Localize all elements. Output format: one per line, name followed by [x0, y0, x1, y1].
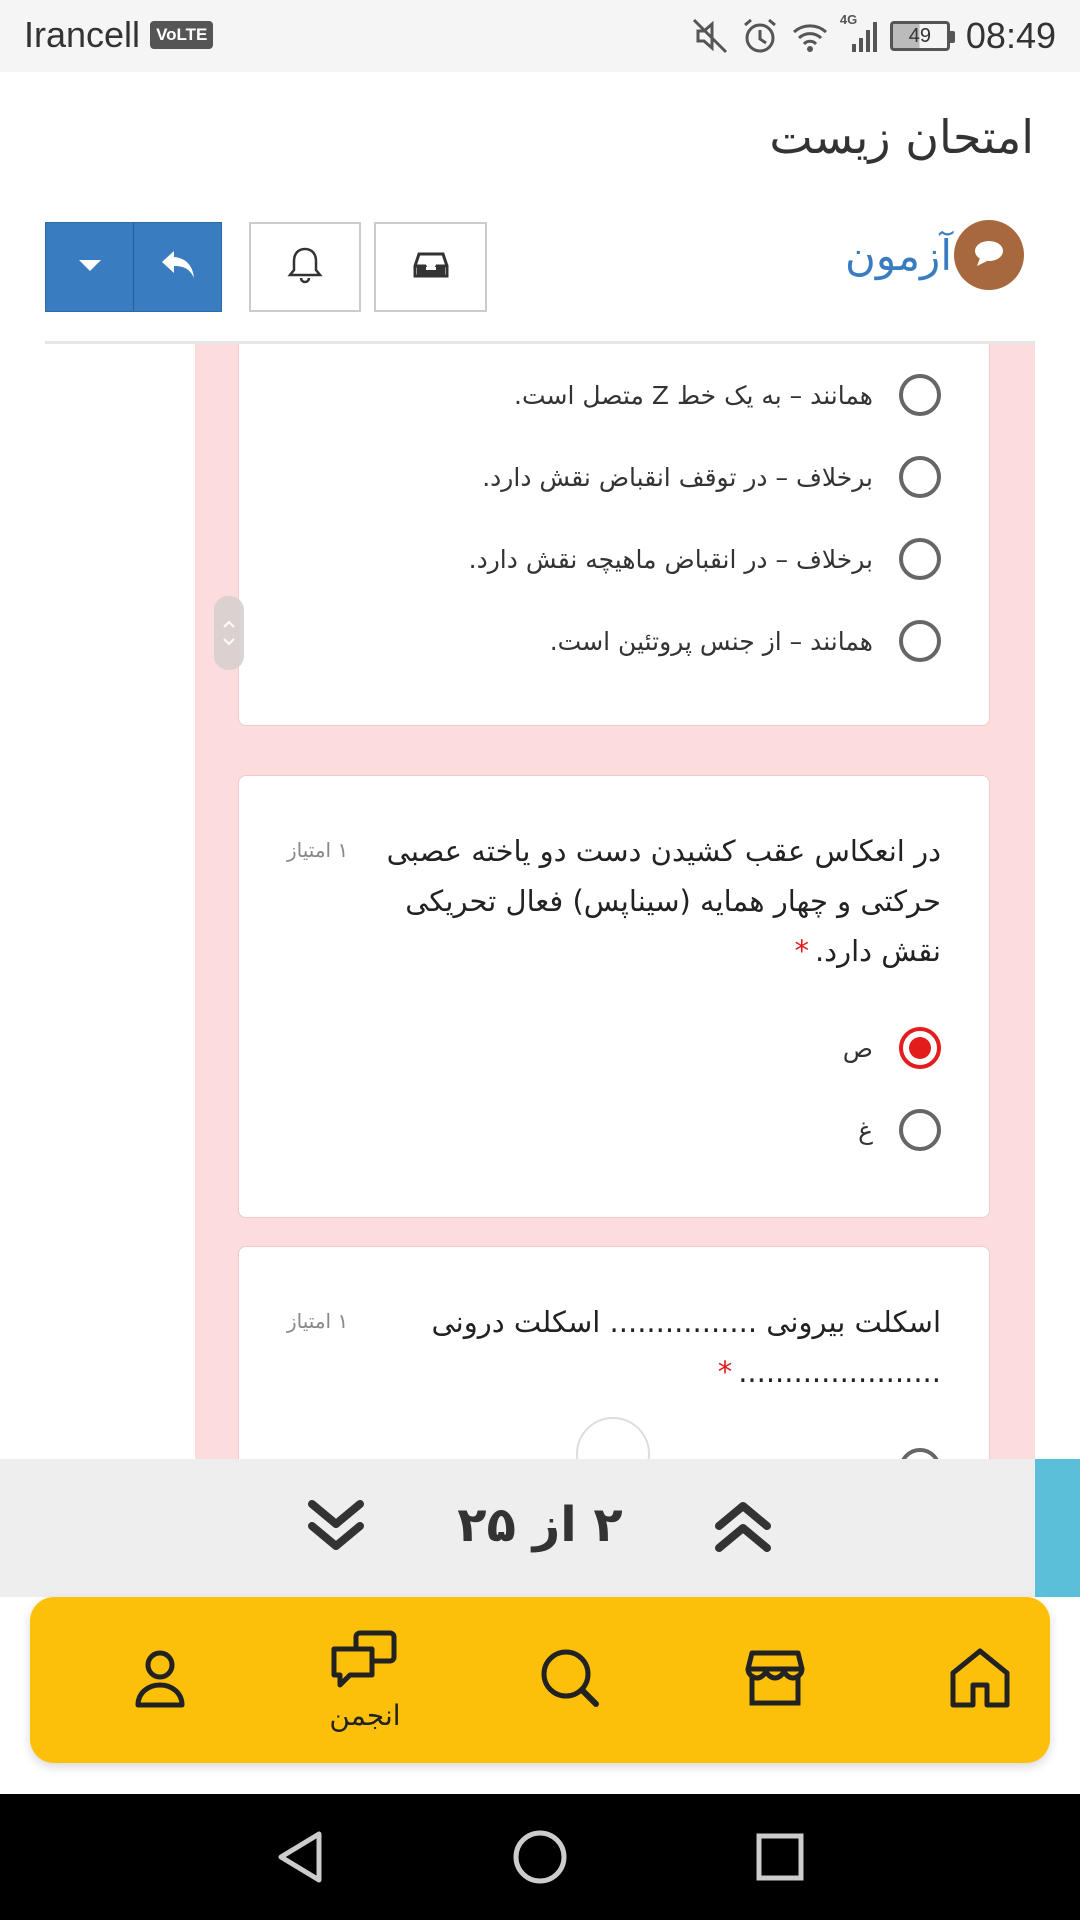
question-line: در انعکاس عقب کشیدن دست دو یاخته عصبی [386, 834, 941, 868]
option-item[interactable] [858, 1108, 941, 1152]
search-icon [538, 1646, 602, 1714]
question-text [381, 826, 941, 976]
alarm-icon [740, 16, 780, 56]
clock: 08:49 [965, 15, 1056, 56]
system-navigation-bar [0, 1794, 1080, 1920]
radio-button[interactable] [899, 1109, 941, 1151]
wifi-icon [790, 16, 830, 56]
network-type-label: 4G [839, 12, 858, 27]
option-item[interactable] [843, 1026, 941, 1070]
brand-name: آزمون [845, 230, 952, 280]
notifications-button[interactable] [249, 222, 361, 312]
status-bar [0, 0, 1080, 72]
question-line: نقش دارد. [814, 934, 941, 968]
back-triangle-icon [275, 1830, 325, 1888]
nav-profile[interactable] [90, 1597, 230, 1763]
question-points: ۱ امتیاز [287, 838, 349, 862]
recents-button[interactable] [750, 1829, 810, 1889]
option-item[interactable] [899, 1447, 941, 1459]
action-button-group [45, 222, 222, 312]
page-indicator: ۲ از ۲۵ [457, 1497, 623, 1553]
volte-badge: VoLTE [150, 21, 213, 49]
first-page-button[interactable] [707, 1493, 779, 1563]
dropdown-icon [77, 257, 103, 277]
chat-bubble-icon [972, 238, 1006, 272]
mute-icon [690, 16, 730, 56]
inbox-button[interactable] [374, 222, 487, 312]
bell-icon [287, 245, 323, 289]
page-title: امتحان زیست [769, 110, 1034, 164]
double-chevron-down-icon [306, 1498, 366, 1558]
brand-logo [954, 220, 1024, 290]
question-line: اسکلت بیرونی ................ اسکلت درونی [431, 1305, 941, 1339]
questions-section[interactable] [195, 344, 1035, 1459]
double-chevron-up-icon [713, 1498, 773, 1558]
radio-button[interactable] [899, 538, 941, 580]
radio-button[interactable] [899, 1448, 941, 1459]
option-label: غ [858, 1115, 873, 1145]
option-item[interactable] [469, 537, 941, 581]
nav-store[interactable] [705, 1597, 845, 1763]
radio-button-selected[interactable] [899, 1027, 941, 1069]
back-button[interactable] [270, 1829, 330, 1889]
radio-button[interactable] [899, 620, 941, 662]
option-label: برخلاف – در انقباض ماهیچه نقش دارد. [468, 544, 873, 574]
forum-icon [330, 1629, 400, 1695]
pagination-bar [0, 1459, 1035, 1597]
home-circle-icon [512, 1829, 568, 1889]
question-text [381, 1297, 941, 1397]
option-label: همانند – به یک خط Z متصل است. [514, 380, 873, 410]
carrier-name: Irancell [24, 14, 141, 55]
dropdown-button[interactable] [46, 223, 134, 311]
question-card [238, 344, 990, 726]
nav-forum[interactable] [285, 1597, 445, 1763]
home-system-button[interactable] [510, 1829, 570, 1889]
option-item[interactable] [514, 373, 941, 417]
option-item[interactable] [550, 619, 941, 663]
nav-search[interactable] [500, 1597, 640, 1763]
bottom-navigation [30, 1597, 1050, 1763]
last-page-button[interactable] [300, 1493, 372, 1563]
radio-button[interactable] [899, 374, 941, 416]
radio-button[interactable] [899, 456, 941, 498]
option-label: ص [842, 1033, 873, 1063]
question-line: حرکتی و چهار همایه (سیناپس) فعال تحریکی [405, 884, 941, 918]
reply-icon [158, 247, 198, 287]
option-label: برخلاف – در توقف انقباض نقش دارد. [482, 462, 873, 492]
signal-icon [839, 12, 880, 56]
question-card [238, 775, 990, 1218]
option-item[interactable] [482, 455, 941, 499]
nav-forum-label: انجمن [329, 1698, 401, 1732]
required-mark: * [794, 934, 809, 968]
question-line: ...................... [738, 1355, 941, 1389]
battery-level: 49 [908, 24, 932, 47]
battery-icon [890, 21, 950, 51]
option-label: همانند – از جنس پروتئین است. [549, 626, 873, 656]
brand[interactable] [845, 220, 1024, 290]
home-icon [947, 1647, 1013, 1713]
store-icon [744, 1647, 806, 1713]
reply-button[interactable] [134, 223, 221, 311]
scroll-handle[interactable] [214, 596, 244, 670]
recents-square-icon [755, 1832, 805, 1886]
profile-icon [132, 1647, 188, 1713]
required-mark: * [717, 1355, 733, 1389]
inbox-icon [413, 250, 449, 284]
side-tab[interactable] [1035, 1459, 1080, 1597]
nav-home[interactable] [910, 1597, 1050, 1763]
question-points: ۱ امتیاز [287, 1309, 349, 1333]
